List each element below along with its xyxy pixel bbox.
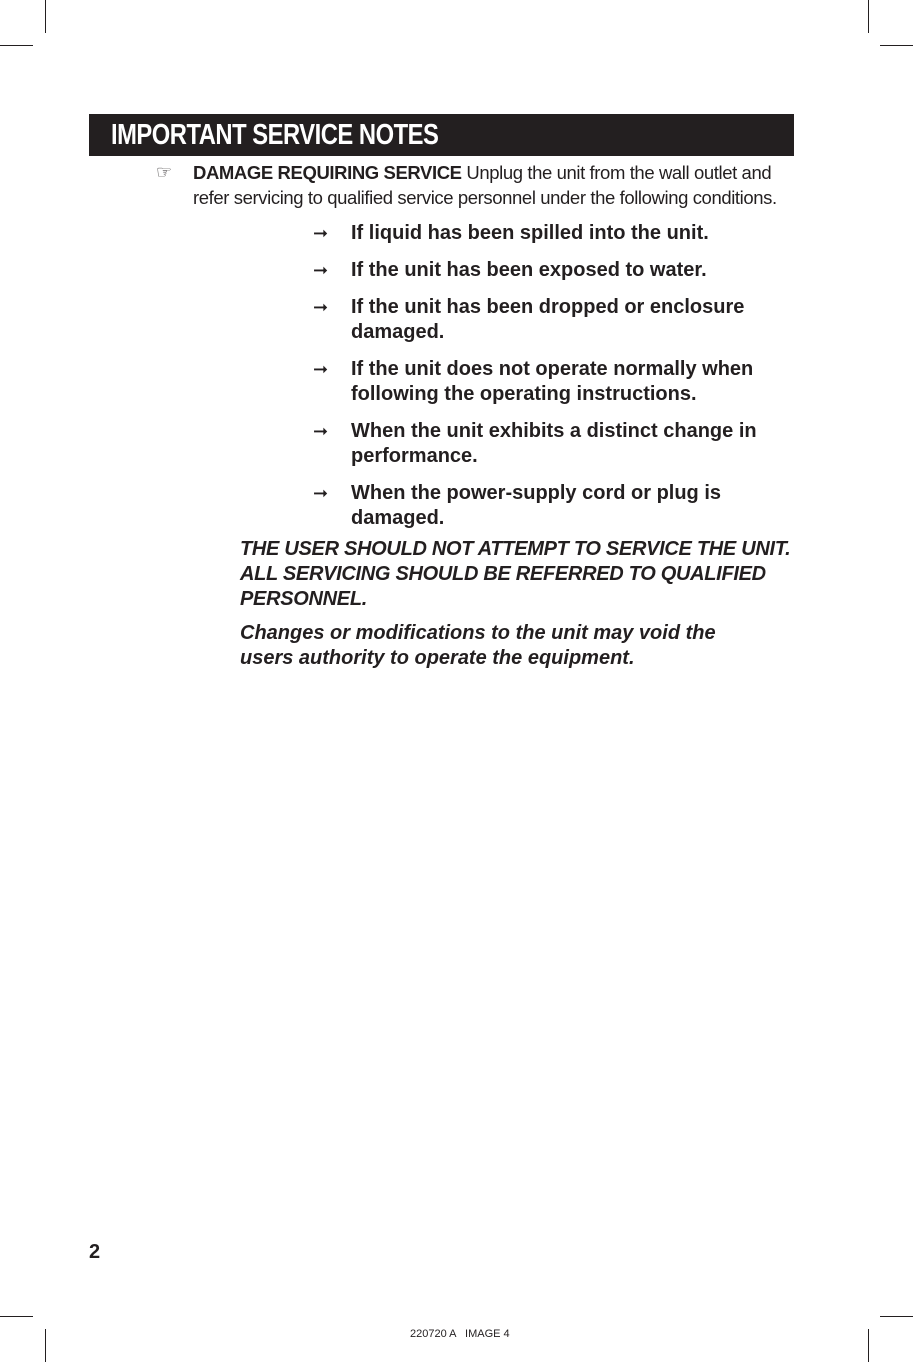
list-item: [313, 258, 783, 283]
intro-heading: DAMAGE REQUIRING SERVICE: [193, 162, 462, 183]
crop-mark: [45, 0, 46, 33]
crop-mark: [868, 1329, 869, 1362]
condition-text: If the unit does not operate normally when following the operating instructions.: [351, 358, 754, 405]
arrow-right-icon: ➞: [313, 223, 329, 243]
condition-text: When the unit exhibits a distinct change in performance.: [351, 420, 757, 467]
list-item: [313, 221, 783, 246]
page-number: 2: [89, 1241, 101, 1263]
intro-text: Unplug the unit from the wall outlet and refer servicing to qualified service personnel under the following conditions.: [193, 162, 777, 208]
condition-text: When the power-supply cord or plug is damaged.: [351, 482, 722, 529]
arrow-right-icon: ➞: [313, 421, 329, 441]
arrow-right-icon: ➞: [313, 260, 329, 280]
condition-text: If the unit has been exposed to water.: [351, 259, 707, 281]
condition-text: If the unit has been dropped or enclosure damaged.: [351, 296, 745, 343]
list-item: [313, 481, 783, 531]
arrow-right-icon: ➞: [313, 359, 329, 379]
modification-notice: Changes or modifications to the unit may void the users authority to operate the equipment.: [240, 622, 716, 669]
list-item: [313, 357, 783, 407]
print-code: 220720 A IMAGE 4: [410, 1328, 510, 1340]
crop-mark: [0, 45, 33, 46]
crop-mark: [880, 45, 913, 46]
crop-mark: [880, 1316, 913, 1317]
section-title: IMPORTANT SERVICE NOTES: [111, 119, 439, 151]
crop-mark: [868, 0, 869, 33]
pointing-hand-icon: ☞: [156, 162, 173, 182]
arrow-right-icon: ➞: [313, 483, 329, 503]
section-header: [89, 114, 794, 156]
arrow-right-icon: ➞: [313, 297, 329, 317]
list-item: [313, 295, 783, 345]
list-item: [313, 419, 783, 469]
crop-mark: [0, 1316, 33, 1317]
conditions-list: [313, 221, 783, 543]
service-warning: THE USER SHOULD NOT ATTEMPT TO SERVICE THE UNIT. ALL SERVICING SHOULD BE REFERRED TO QUALIFIED PERSONNEL.: [240, 538, 791, 610]
crop-mark: [45, 1329, 46, 1362]
condition-text: If liquid has been spilled into the unit.: [351, 222, 709, 244]
intro-paragraph: [193, 160, 805, 210]
